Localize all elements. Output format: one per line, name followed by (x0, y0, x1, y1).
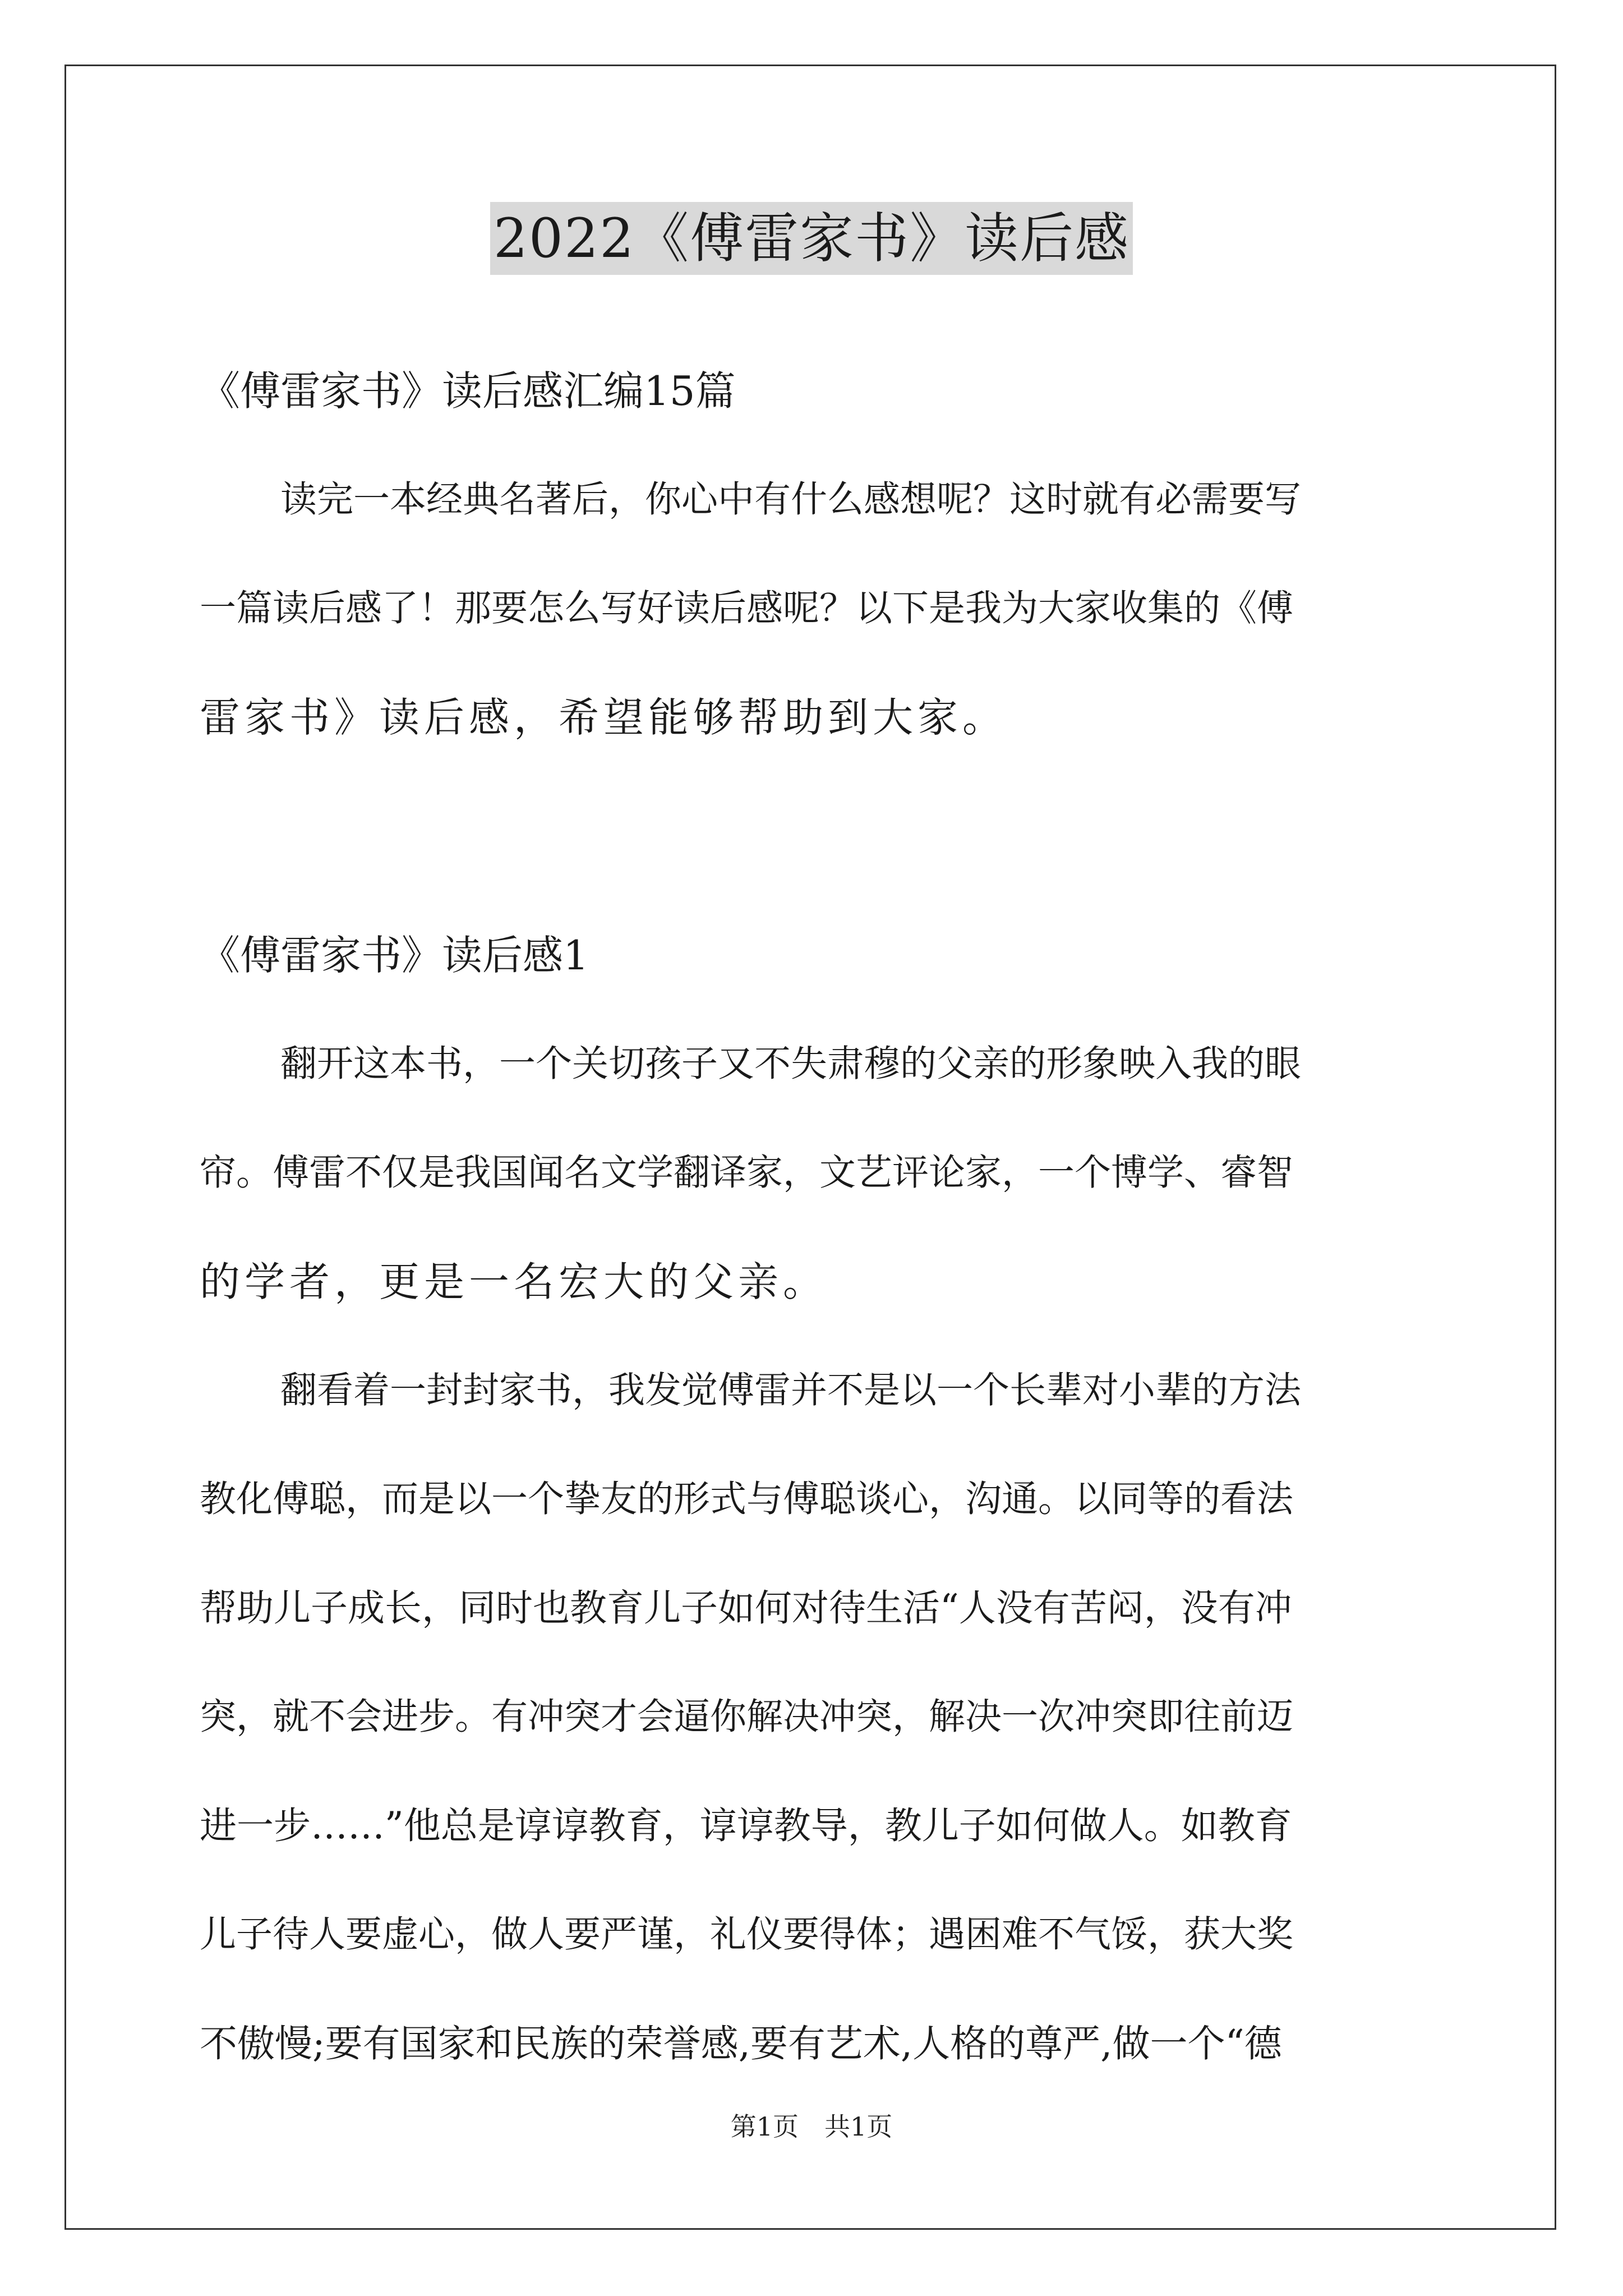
document-body (200, 337, 1424, 2098)
para2-line-7: 不傲慢;要有国家和民族的荣誉感,要有艺术,人格的尊严,做一个“德 (200, 2022, 1282, 2065)
document-subtitle: 《傅雷家书》读后感汇编15篇 (200, 367, 736, 415)
para2-line-2: 教化傅聪，而是以一个挚友的形式与傅聪谈心，沟通。以同等的看法 (200, 1478, 1294, 1520)
intro-line-2: 一篇读后感了！那要怎么写好读后感呢？以下是我为大家收集的《傅 (200, 587, 1294, 629)
para2-line-5: 进一步……”他总是谆谆教育，谆谆教导，教儿子如何做人。如教育 (200, 1804, 1292, 1847)
para2-line-4: 突，就不会进步。有冲突才会逼你解决冲突，解决一次冲突即往前迈 (200, 1696, 1294, 1738)
page-footer: 第1页 共1页 (730, 2111, 893, 2142)
title-container (0, 202, 1623, 275)
section-heading-1: 《傅雷家书》读后感1 (200, 932, 589, 979)
para1-line-1: 翻开这本书，一个关切孩子又不失肃穆的父亲的形象映入我的眼 (280, 1043, 1302, 1085)
para1-line-3: 的学者，更是一名宏大的父亲。 (200, 1258, 828, 1305)
para2-line-3: 帮助儿子成长，同时也教育儿子如何对待生活“人没有苦闷，没有冲 (200, 1586, 1292, 1630)
para2-line-1: 翻看着一封封家书，我发觉傅雷并不是以一个长辈对小辈的方法 (280, 1369, 1302, 1411)
intro-line-1: 读完一本经典名著后，你心中有什么感想呢？这时就有必需要写 (280, 478, 1302, 521)
document-title: 2022《傅雷家书》读后感 (490, 202, 1133, 275)
para1-line-2: 帘。傅雷不仅是我国闻名文学翻译家，文艺评论家，一个博学、睿智 (200, 1152, 1294, 1194)
para2-line-6: 儿子待人要虚心，做人要严谨，礼仪要得体；遇困难不气馁，获大奖 (200, 1913, 1294, 1955)
intro-line-3: 雷家书》读后感，希望能够帮助到大家。 (200, 694, 1008, 741)
section-spacer (200, 772, 1424, 901)
